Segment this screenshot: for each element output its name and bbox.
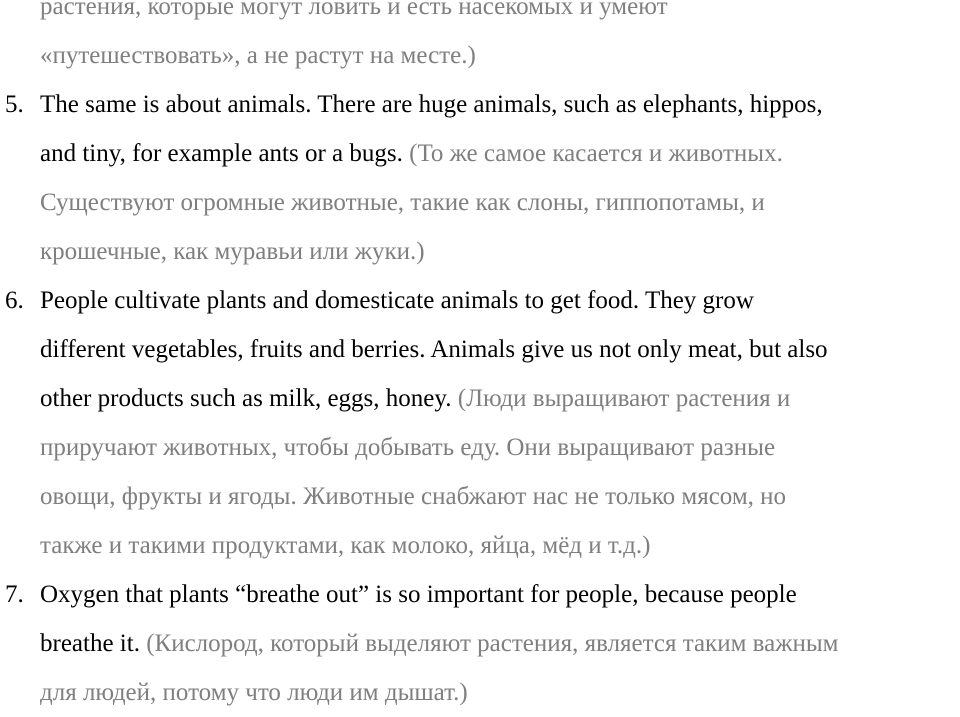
russian-translation: (То же самое касается и животных. <box>402 140 783 167</box>
english-text: breathe it. <box>40 630 140 657</box>
text-line <box>0 619 960 668</box>
english-text: and tiny, for example ants or a bugs. <box>40 140 403 167</box>
russian-translation: также и такими продуктами, как молоко, яйца, мёд и т.д.) <box>40 532 651 559</box>
list-item-7 <box>0 570 960 619</box>
russian-translation: (Кислород, который выделяют растения, является таким важным <box>139 630 839 657</box>
russian-translation: Существуют огромные животные, такие как слоны, гиппопотамы, и <box>40 189 765 216</box>
english-text: other products such as milk, eggs, honey. <box>40 385 452 412</box>
list-item-6 <box>0 276 960 325</box>
russian-translation: приручают животных, чтобы добывать еду. Они выращивают разные <box>40 434 776 461</box>
text-line <box>0 423 960 472</box>
text-line <box>0 472 960 521</box>
russian-translation: растения, которые могут ловить и есть насекомых и умеют <box>40 0 668 20</box>
text-line <box>0 0 960 31</box>
russian-translation: (Люди выращивают растения и <box>451 385 791 412</box>
text-line <box>0 521 960 570</box>
list-number: 6. <box>5 287 24 314</box>
russian-translation: «путешествовать», а не растут на месте.) <box>40 42 476 69</box>
russian-translation: для людей, потому что люди им дышат.) <box>40 679 468 706</box>
russian-translation: крошечные, как муравьи или жуки.) <box>40 238 425 265</box>
english-text: Oxygen that plants “breathe out” is so important for people, because people <box>40 581 797 608</box>
text-line <box>0 227 960 276</box>
english-text: People cultivate plants and domesticate animals to get food. They grow <box>40 287 754 314</box>
text-line <box>0 374 960 423</box>
text-line <box>0 325 960 374</box>
russian-translation: овощи, фрукты и ягоды. Животные снабжают нас не только мясом, но <box>40 483 787 510</box>
text-line <box>0 129 960 178</box>
list-item-5 <box>0 80 960 129</box>
list-number: 5. <box>5 91 24 118</box>
text-line <box>0 31 960 80</box>
english-text: The same is about animals. There are huge animals, such as elephants, hippos, <box>40 91 823 118</box>
text-line <box>0 668 960 717</box>
text-line <box>0 178 960 227</box>
list-number: 7. <box>5 581 24 608</box>
english-text: different vegetables, fruits and berries. Animals give us not only meat, but also <box>40 336 828 363</box>
